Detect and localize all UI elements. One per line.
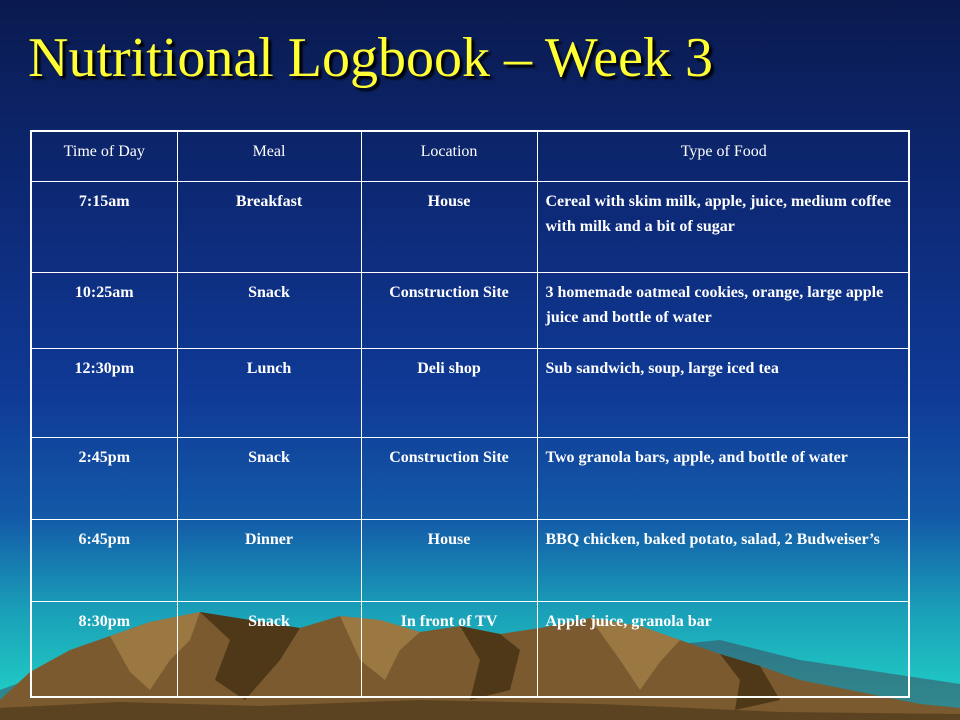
cell-food: Apple juice, granola bar xyxy=(537,602,909,697)
cell-food: Sub sandwich, soup, large iced tea xyxy=(537,349,909,438)
cell-meal: Dinner xyxy=(177,520,361,602)
cell-food: Cereal with skim milk, apple, juice, medium coffee with milk and a bit of sugar xyxy=(537,182,909,273)
cell-location: House xyxy=(361,182,537,273)
cell-location: Construction Site xyxy=(361,272,537,348)
cell-food: Two granola bars, apple, and bottle of water xyxy=(537,437,909,519)
header-location: Location xyxy=(361,131,537,182)
table-row xyxy=(31,437,909,519)
table-row xyxy=(31,602,909,697)
cell-time: 6:45pm xyxy=(31,520,177,602)
cell-time: 10:25am xyxy=(31,272,177,348)
cell-meal: Breakfast xyxy=(177,182,361,273)
cell-time: 7:15am xyxy=(31,182,177,273)
cell-location: House xyxy=(361,520,537,602)
cell-time: 12:30pm xyxy=(31,349,177,438)
header-meal: Meal xyxy=(177,131,361,182)
cell-time: 8:30pm xyxy=(31,602,177,697)
cell-meal: Snack xyxy=(177,602,361,697)
cell-food: 3 homemade oatmeal cookies, orange, large apple juice and bottle of water xyxy=(537,272,909,348)
cell-meal: Snack xyxy=(177,272,361,348)
table-row xyxy=(31,520,909,602)
cell-location: Deli shop xyxy=(361,349,537,438)
cell-meal: Snack xyxy=(177,437,361,519)
header-type-of-food: Type of Food xyxy=(537,131,909,182)
table-header-row xyxy=(31,131,909,182)
table-row xyxy=(31,349,909,438)
cell-food: BBQ chicken, baked potato, salad, 2 Budweiser’s xyxy=(537,520,909,602)
header-time-of-day: Time of Day xyxy=(31,131,177,182)
cell-location: In front of TV xyxy=(361,602,537,697)
cell-meal: Lunch xyxy=(177,349,361,438)
cell-time: 2:45pm xyxy=(31,437,177,519)
nutrition-log-table xyxy=(30,130,910,698)
table-row xyxy=(31,182,909,273)
table-row xyxy=(31,272,909,348)
slide-title: Nutritional Logbook – Week 3 xyxy=(28,27,714,89)
cell-location: Construction Site xyxy=(361,437,537,519)
